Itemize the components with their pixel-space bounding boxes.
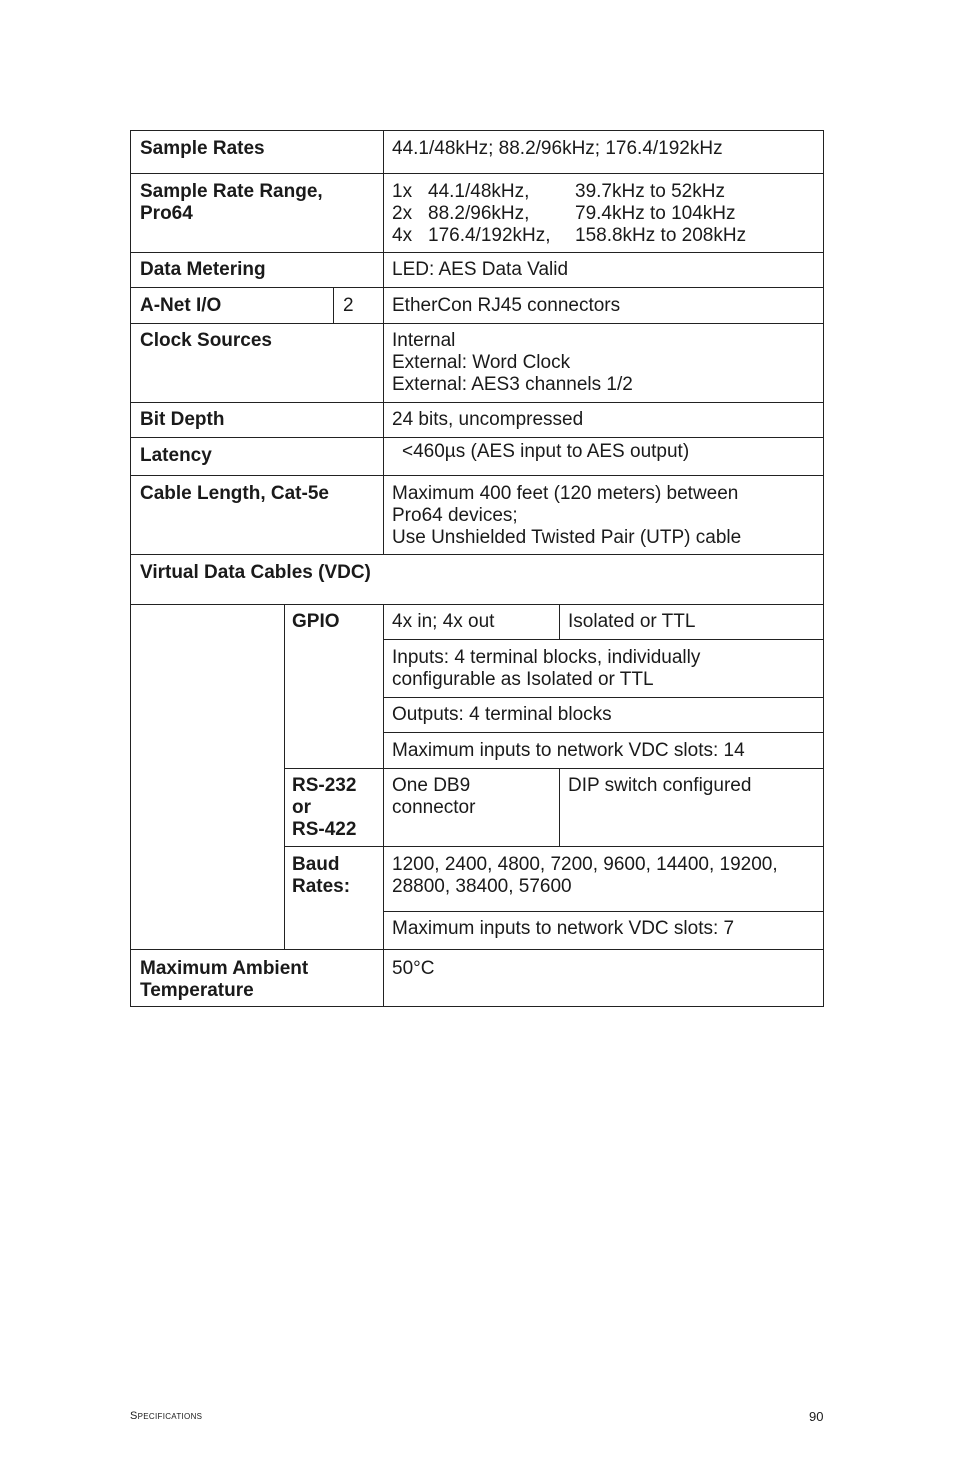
vdc-heading: Virtual Data Cables (VDC) [140, 562, 371, 583]
gpio-label: GPIO [292, 611, 340, 632]
gpio-outputs: Outputs: 4 terminal blocks [392, 704, 612, 725]
gpio-type: Isolated or TTL [568, 611, 696, 632]
range-rate-2: 88.2/96kHz, [428, 203, 530, 224]
rs-connector-line1: One DB9 [392, 775, 471, 796]
gpio-io: 4x in; 4x out [392, 611, 495, 632]
gpio-max-inputs: Maximum inputs to network VDC slots: 14 [392, 740, 745, 761]
latency-label: Latency [140, 445, 212, 466]
range-mult-1: 1x [392, 181, 413, 202]
sample-rates-label: Sample Rates [140, 138, 265, 159]
baud-rates-line1: 1200, 2400, 4800, 7200, 9600, 14400, 19200, [392, 854, 778, 875]
bit-depth-label: Bit Depth [140, 409, 225, 430]
rs-label-line1: RS-232 [292, 775, 357, 796]
range-span-1: 39.7kHz to 52kHz [575, 181, 725, 202]
footer-section: Specifications [130, 1410, 203, 1422]
range-rate-1: 44.1/48kHz, [428, 181, 530, 202]
rs-connector-line2: connector [392, 797, 476, 818]
baud-max-inputs: Maximum inputs to network VDC slots: 7 [392, 918, 735, 939]
range-mult-3: 4x [392, 225, 413, 246]
cable-length-line2: Pro64 devices; [392, 505, 518, 526]
rs-label-line3: RS-422 [292, 819, 357, 840]
baud-label-line1: Baud [292, 854, 340, 875]
bit-depth-value: 24 bits, uncompressed [392, 409, 584, 430]
anet-count: 2 [343, 295, 354, 316]
cable-length-label: Cable Length, Cat-5e [140, 483, 329, 504]
range-rate-3: 176.4/192kHz, [428, 225, 551, 246]
rs-config: DIP switch configured [568, 775, 752, 796]
baud-rates-line2: 28800, 38400, 57600 [392, 876, 572, 897]
clock-sources-label: Clock Sources [140, 330, 272, 351]
cable-length-line1: Maximum 400 feet (120 meters) between [392, 483, 739, 504]
rs-label-line2: or [292, 797, 311, 818]
page-number: 90 [809, 1409, 824, 1424]
gpio-inputs-line1: Inputs: 4 terminal blocks, individually [392, 647, 701, 668]
anet-label: A-Net I/O [140, 295, 222, 316]
ambient-value: 50°C [392, 958, 435, 979]
sample-rate-range-label-line1: Sample Rate Range, [140, 181, 323, 202]
range-mult-2: 2x [392, 203, 413, 224]
sample-rates-value: 44.1/48kHz; 88.2/96kHz; 176.4/192kHz [392, 138, 723, 159]
cable-length-line3: Use Unshielded Twisted Pair (UTP) cable [392, 527, 742, 548]
data-metering-label: Data Metering [140, 259, 266, 280]
latency-value: <460µs (AES input to AES output) [402, 441, 690, 462]
range-span-3: 158.8kHz to 208kHz [575, 225, 747, 246]
clock-source-2: External: Word Clock [392, 352, 571, 373]
anet-value: EtherCon RJ45 connectors [392, 295, 621, 316]
ambient-label-line1: Maximum Ambient [140, 958, 309, 979]
sample-rate-range-label-line2: Pro64 [140, 203, 193, 224]
clock-source-3: External: AES3 channels 1/2 [392, 374, 633, 395]
range-span-2: 79.4kHz to 104kHz [575, 203, 736, 224]
baud-label-line2: Rates: [292, 876, 351, 897]
data-metering-value: LED: AES Data Valid [392, 259, 569, 280]
clock-source-1: Internal [392, 330, 456, 351]
gpio-inputs-line2: configurable as Isolated or TTL [392, 669, 654, 690]
ambient-label-line2: Temperature [140, 980, 254, 1001]
